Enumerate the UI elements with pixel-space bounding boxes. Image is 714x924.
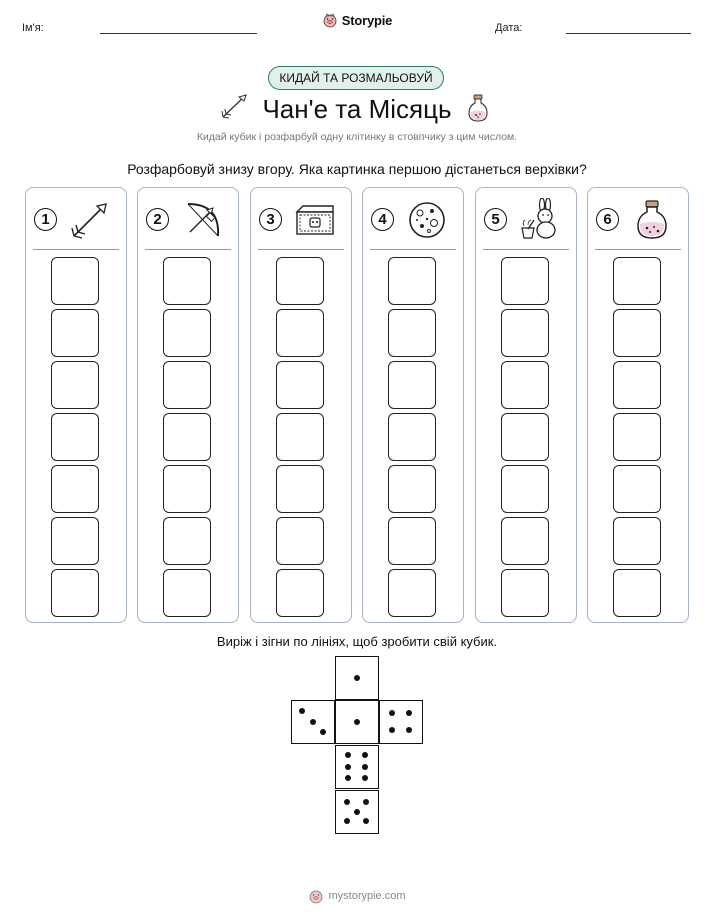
dice-face-1 (335, 700, 379, 744)
column-6 (587, 187, 689, 623)
coloring-cell[interactable] (613, 465, 661, 513)
dice-pip (363, 818, 369, 824)
column-5 (475, 187, 577, 623)
instruction-text: Розфарбовуй знизу вгору. Яка картинка першою дістанеться верхівки? (127, 161, 587, 177)
column-header (251, 188, 351, 250)
dice-pip (406, 727, 412, 733)
coloring-cell[interactable] (388, 569, 436, 617)
column-number: 6 (596, 208, 619, 231)
coloring-cell[interactable] (388, 465, 436, 513)
coloring-cell[interactable] (613, 257, 661, 305)
coloring-cell[interactable] (388, 413, 436, 461)
coloring-cell[interactable] (276, 569, 324, 617)
column-divider (483, 249, 569, 250)
dice-pip (344, 818, 350, 824)
column-number: 3 (259, 208, 282, 231)
dice-pip (406, 710, 412, 716)
column-number: 5 (484, 208, 507, 231)
dice-pip (362, 752, 368, 758)
coloring-cell[interactable] (501, 569, 549, 617)
coloring-cell[interactable] (501, 517, 549, 565)
dice-pip (345, 752, 351, 758)
date-label: Дата: (495, 22, 523, 34)
page-title: Чан'е та Місяць (262, 94, 452, 124)
brand-logo (0, 12, 714, 28)
coloring-cell[interactable] (163, 465, 211, 513)
column-number: 2 (146, 208, 169, 231)
coloring-cell[interactable] (51, 569, 99, 617)
coloring-cell[interactable] (163, 569, 211, 617)
column-divider (370, 249, 456, 250)
coloring-cell[interactable] (51, 361, 99, 409)
column-4 (362, 187, 464, 623)
moon-icon (405, 198, 449, 242)
bow-icon (180, 198, 224, 242)
dice-face-5 (335, 790, 379, 834)
coloring-cell[interactable] (51, 413, 99, 461)
coloring-cell[interactable] (163, 257, 211, 305)
coloring-cell[interactable] (163, 413, 211, 461)
coloring-cell[interactable] (388, 257, 436, 305)
coloring-cell[interactable] (501, 413, 549, 461)
dice-pip (363, 799, 369, 805)
footer-url: mystorypie.com (328, 890, 406, 902)
coloring-cell[interactable] (613, 569, 661, 617)
potion-bottle-icon (630, 198, 674, 242)
column-divider (33, 249, 119, 250)
coloring-cell[interactable] (163, 309, 211, 357)
coloring-cell[interactable] (388, 361, 436, 409)
dice-face-6 (335, 745, 379, 789)
coloring-cell[interactable] (276, 413, 324, 461)
brand-name: Storypie (341, 12, 393, 28)
coloring-cell[interactable] (276, 257, 324, 305)
coloring-cell[interactable] (276, 361, 324, 409)
coloring-cell[interactable] (613, 413, 661, 461)
dice-pip (354, 719, 360, 725)
footer (0, 888, 714, 904)
coloring-cell[interactable] (276, 309, 324, 357)
dice-pip (299, 708, 305, 714)
arrow-icon (68, 198, 112, 242)
dice-pip (389, 727, 395, 733)
activity-badge: КИДАЙ ТА РОЗМАЛЬОВУЙ (268, 66, 444, 90)
coloring-cell[interactable] (276, 517, 324, 565)
coloring-cell[interactable] (51, 517, 99, 565)
column-header (363, 188, 463, 250)
dice-pip (354, 675, 360, 681)
dice-pip (362, 775, 368, 781)
column-number: 4 (371, 208, 394, 231)
column-divider (145, 249, 231, 250)
name-label: Ім'я: (22, 22, 44, 34)
rabbit-icon (518, 198, 562, 242)
column-1 (25, 187, 127, 623)
coloring-cell[interactable] (388, 309, 436, 357)
coloring-cell[interactable] (388, 517, 436, 565)
column-number: 1 (34, 208, 57, 231)
dice-pip (344, 799, 350, 805)
coloring-cell[interactable] (501, 361, 549, 409)
column-header (138, 188, 238, 250)
coloring-cell[interactable] (51, 465, 99, 513)
dice-pip (345, 764, 351, 770)
dice-pip (310, 719, 316, 725)
dice-pip (362, 764, 368, 770)
dice-face-3 (291, 700, 335, 744)
name-field-line[interactable] (100, 33, 257, 34)
coloring-cell[interactable] (613, 517, 661, 565)
date-field-line[interactable] (566, 33, 691, 34)
coloring-cell[interactable] (163, 361, 211, 409)
dice-pip (320, 729, 326, 735)
coloring-cell[interactable] (501, 465, 549, 513)
dice-pip (354, 809, 360, 815)
column-divider (595, 249, 681, 250)
coloring-cell[interactable] (51, 257, 99, 305)
column-3 (250, 187, 352, 623)
coloring-cell[interactable] (163, 517, 211, 565)
coloring-cell[interactable] (501, 257, 549, 305)
dice-pip (389, 710, 395, 716)
column-header (588, 188, 688, 250)
chest-icon (293, 198, 337, 242)
coloring-cell[interactable] (613, 361, 661, 409)
column-header (26, 188, 126, 250)
footer-pig-icon (308, 888, 324, 904)
column-header (476, 188, 576, 250)
cut-instruction: Виріж і зігни по лініях, щоб зробити свій кубик. (216, 634, 498, 649)
dice-pip (345, 775, 351, 781)
dice-face-1 (335, 656, 379, 700)
coloring-cell[interactable] (613, 309, 661, 357)
title-potion-icon (466, 93, 490, 123)
coloring-cell[interactable] (276, 465, 324, 513)
coloring-cell[interactable] (501, 309, 549, 357)
subtitle: Кидай кубик і розфарбуй одну клітинку в стовпчику з цим числом. (196, 131, 518, 143)
dice-face-4 (379, 700, 423, 744)
pig-mascot-icon (322, 12, 338, 28)
coloring-cell[interactable] (51, 309, 99, 357)
column-divider (258, 249, 344, 250)
column-2 (137, 187, 239, 623)
